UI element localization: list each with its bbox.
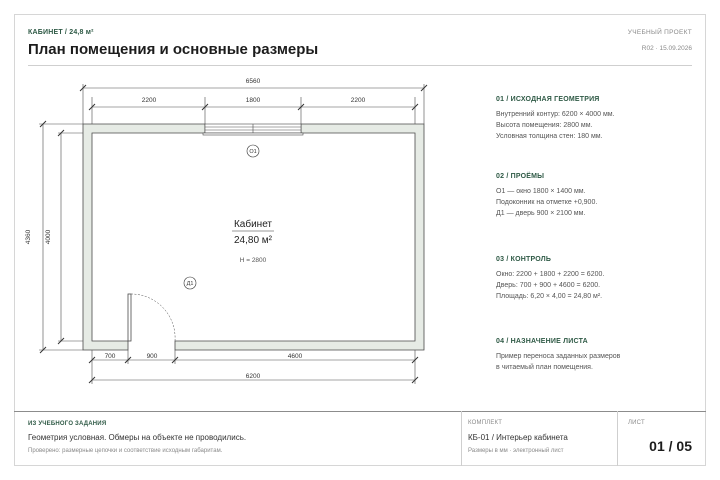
note-control	[496, 256, 696, 302]
note-line: Окно: 2200 + 1800 + 2200 = 6200.	[496, 271, 605, 278]
note-line: Подоконник на отметке +0,900.	[496, 199, 598, 206]
note-title: 02 / ПРОЁМЫ	[496, 173, 545, 180]
note-body	[496, 351, 696, 373]
room-area: 24,80 м²	[233, 235, 273, 246]
footer-divider	[14, 411, 706, 412]
dim-top-2: 1800	[245, 97, 261, 104]
dim-bottom-2: 900	[146, 353, 158, 360]
door-mark: Д1	[186, 281, 194, 287]
note-line: Д1 — дверь 900 × 2100 мм.	[496, 210, 586, 217]
note-line: Площадь: 6,20 × 4,00 = 24,80 м².	[496, 293, 603, 300]
note-openings	[496, 173, 696, 219]
dim-top-1: 2200	[141, 97, 157, 104]
note-line: Высота помещения: 2800 мм.	[496, 122, 593, 129]
task-tag: ИЗ УЧЕБНОГО ЗАДАНИЯ	[28, 421, 107, 427]
dim-top-3: 2200	[350, 97, 366, 104]
note-purpose	[496, 338, 696, 373]
note-line: Пример переноса заданных размеров	[496, 353, 621, 360]
sheet-tag: ЛИСТ	[628, 420, 645, 426]
window-mark: О1	[249, 149, 257, 155]
note-title: 04 / НАЗНАЧЕНИЕ ЛИСТА	[496, 338, 588, 345]
set-main: КБ-01 / Интерьер кабинета	[468, 433, 568, 442]
window-o1	[203, 124, 303, 135]
dim-bottom-1: 700	[104, 353, 116, 360]
task-sub: Проверено: размерные цепочки и соответствие исходным габаритам.	[28, 448, 223, 454]
room-height: H = 2800	[239, 257, 267, 264]
note-geometry	[496, 96, 696, 142]
project-label: УЧЕБНЫЙ ПРОЕКТ	[627, 29, 692, 36]
dim-overall-bottom: 6200	[245, 373, 261, 380]
task-main: Геометрия условная. Обмеры на объекте не проводились.	[28, 433, 247, 442]
revision-date: R02 · 15.09.2026	[641, 45, 692, 52]
dim-left-outer: 4360	[25, 229, 32, 245]
note-line: Дверь: 700 + 900 + 4600 = 6200.	[496, 282, 601, 289]
note-line: Внутренний контур: 6200 × 4000 мм.	[496, 111, 615, 118]
note-title: 03 / КОНТРОЛЬ	[496, 256, 552, 263]
door-d1	[128, 294, 175, 341]
sheet-number: 01 / 05	[649, 438, 692, 454]
header-tag: КАБИНЕТ / 24,8 м²	[28, 29, 94, 36]
footer-column-divider	[617, 411, 618, 466]
set-sub: Размеры в мм · электронный лист	[468, 448, 564, 454]
dim-left-inner: 4000	[45, 229, 52, 245]
room-name: Кабинет	[233, 219, 273, 230]
dim-bottom-3: 4600	[287, 353, 303, 360]
note-line: в читаемый план помещения.	[496, 364, 593, 371]
dim-overall-top: 6560	[245, 78, 261, 85]
page-title: План помещения и основные размеры	[28, 41, 319, 58]
note-title: 01 / ИСХОДНАЯ ГЕОМЕТРИЯ	[496, 96, 600, 103]
note-body	[496, 109, 696, 142]
set-tag: КОМПЛЕКТ	[468, 420, 503, 426]
note-body	[496, 269, 696, 302]
footer-column-divider	[461, 411, 462, 466]
note-line: О1 — окно 1800 × 1400 мм.	[496, 188, 586, 195]
note-line: Условная толщина стен: 180 мм.	[496, 133, 603, 140]
note-body	[496, 186, 696, 219]
